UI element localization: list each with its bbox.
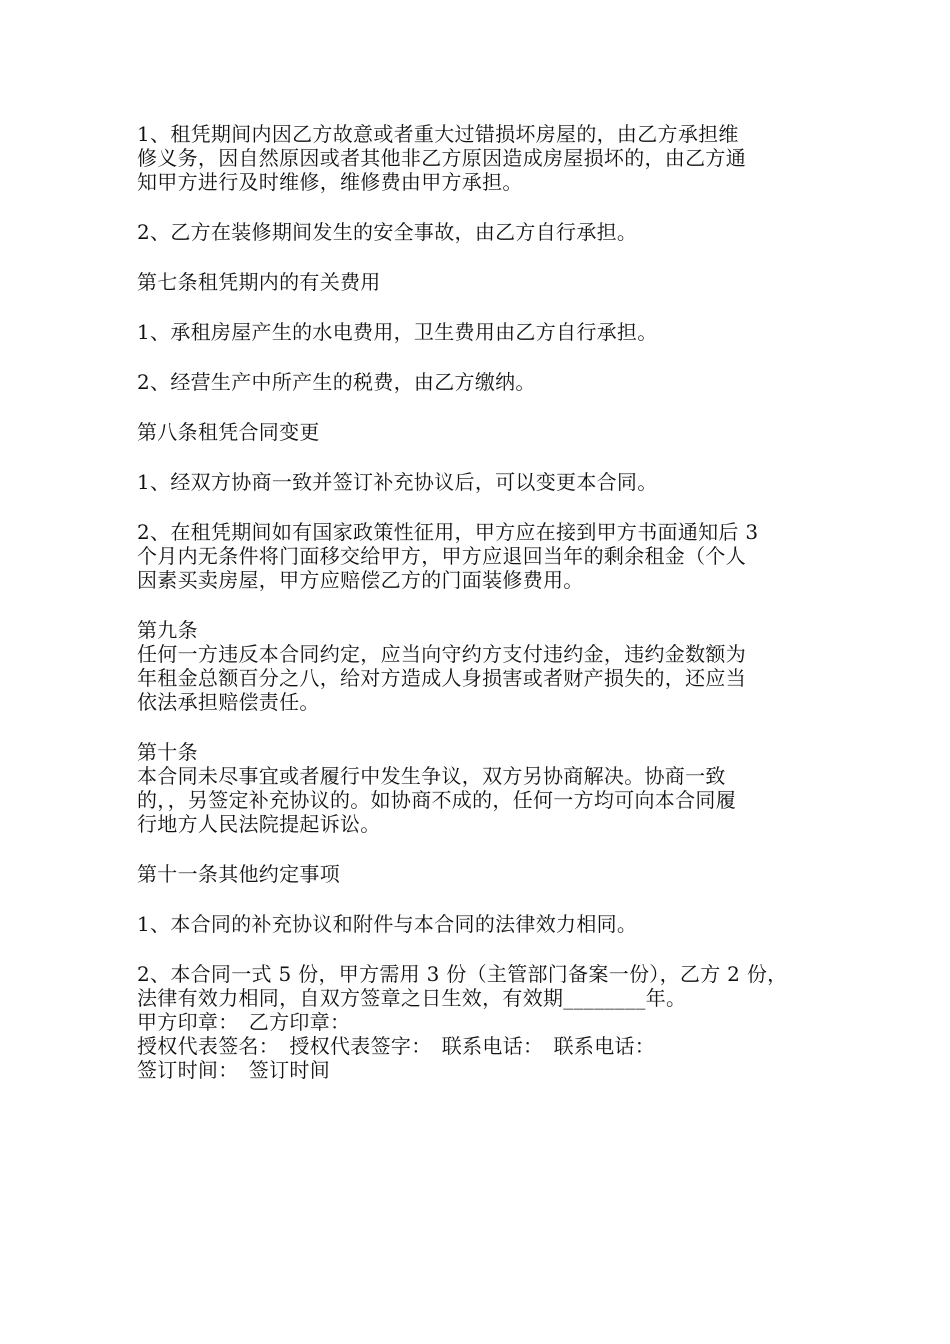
text-line: 本合同未尽事宜或者履行中发生争议，双方另协商解决。协商一致: [137, 764, 726, 788]
paragraph-renovation-safety: 2、乙方在装修期间发生的安全事故，由乙方自行承担。: [137, 220, 638, 244]
article-11-heading: 第十一条其他约定事项: [137, 862, 340, 886]
representative-line: 授权代表签名： 授权代表签字： 联系电话： 联系电话：: [137, 1034, 656, 1058]
text-line: 2、在租凭期间如有国家政策性征用，甲方应在接到甲方书面通知后 3: [137, 520, 759, 544]
text-line: 任何一方违反本合同约定，应当向守约方支付违约金，违约金数额为: [137, 642, 746, 666]
article-10-body: [137, 764, 827, 836]
article-8-item-1: 1、经双方协商一致并签订补充协议后，可以变更本合同。: [137, 470, 658, 494]
seal-line: 甲方印章： 乙方印章：: [137, 1010, 351, 1034]
article-7-heading: 第七条租凭期内的有关费用: [137, 270, 381, 294]
text-line: 2、本合同一式 5 份，甲方需用 3 份（主管部门备案一份），乙方 2 份，: [137, 962, 788, 986]
paragraph-repair-duty: [137, 122, 827, 194]
text-line: 1、租凭期间内因乙方故意或者重大过错损坏房屋的，由乙方承担维: [137, 122, 739, 146]
text-line: 个月内无条件将门面移交给甲方，甲方应退回当年的剩余租金（个人: [137, 544, 746, 568]
text-line: 依法承担赔偿责任。: [137, 690, 320, 714]
article-7-item-2: 2、经营生产中所产生的税费，由乙方缴纳。: [137, 370, 536, 394]
signing-date-line: 签订时间： 签订时间: [137, 1058, 330, 1082]
text-line: 因素买卖房屋，甲方应赔偿乙方的门面装修费用。: [137, 568, 584, 592]
article-11-item-1: 1、本合同的补充协议和附件与本合同的法律效力相同。: [137, 912, 638, 936]
text-line: 知甲方进行及时维修，维修费由甲方承担。: [137, 170, 523, 194]
article-11-item-2: [137, 962, 827, 1010]
text-line: 年租金总额百分之八，给对方造成人身损害或者财产损失的，还应当: [137, 666, 746, 690]
text-line: 法律有效力相同，自双方签章之日生效，有效期________年。: [137, 986, 687, 1010]
article-7-item-1: 1、承租房屋产生的水电费用，卫生费用由乙方自行承担。: [137, 320, 658, 344]
article-8-item-2: [137, 520, 827, 592]
text-line: 行地方人民法院提起诉讼。: [137, 812, 381, 836]
article-9-body: [137, 642, 827, 714]
text-line: 修义务，因自然原因或者其他非乙方原因造成房屋损坏的，由乙方通: [137, 146, 746, 170]
article-8-heading: 第八条租凭合同变更: [137, 420, 320, 444]
article-9-heading: 第九条: [137, 618, 198, 642]
text-line: 的，，另签定补充协议的。如协商不成的，任何一方均可向本合同履: [137, 788, 736, 812]
contract-page: [137, 122, 827, 1082]
article-10-heading: 第十条: [137, 740, 198, 764]
signature-block: [137, 1010, 827, 1082]
